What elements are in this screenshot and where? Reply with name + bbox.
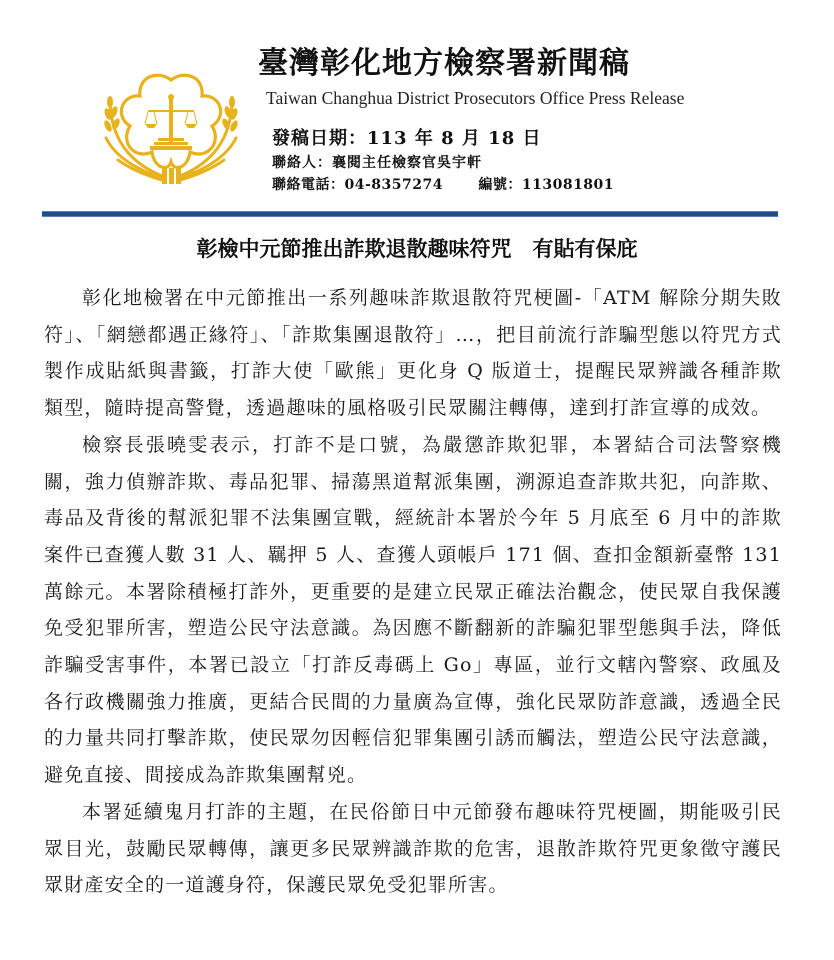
release-date-value: 113 年 8 月 18 日 (367, 128, 542, 149)
press-release-subtitle: Taiwan Changhua District Prosecutors Office Press Release (266, 88, 685, 108)
article-headline: 彰檢中元節推出詐欺退散趣味符咒 有貼有保庇 (196, 236, 638, 261)
contact-phone-row (272, 174, 614, 194)
release-number (478, 174, 614, 194)
contact-person (272, 152, 482, 172)
number-value: 113081801 (521, 177, 615, 193)
prosecutors-office-emblem-icon (98, 58, 244, 194)
number-label: 編號： (478, 177, 522, 193)
phone-value: 04-8357274 (344, 177, 443, 193)
article-paragraph: 本署延續鬼月打詐的主題，在民俗節日中元節發布趣味符咒梗圖，期能吸引民眾目光，鼓勵民眾轉傳，讓更多民眾辨識詐欺的危害，退散詐欺符咒更象徵守護民眾財產安全的一道護身符，保護民眾免受犯罪所害。 (44, 800, 782, 897)
contact-value: 襄閱主任檢察官吳宇軒 (332, 155, 482, 171)
contact-label: 聯絡人： (272, 155, 332, 171)
article-body (44, 280, 782, 904)
release-date-label: 發稿日期： (272, 128, 367, 149)
phone-label: 聯絡電話： (272, 177, 345, 193)
article-paragraph: 彰化地檢署在中元節推出一系列趣味詐欺退散符咒梗圖-「ATM 解除分期失敗符」、「網戀都遇正緣符」、「詐欺集團退散符」…，把目前流行詐騙型態以符咒方式製作成貼紙與書籤，打詐大使「歐熊」更化身 Q 版道士，提醒民眾辨識各種詐欺類型，隨時提高警覺，透過趣味的風格吸引民眾關注轉傳，達到打詐宣導的成效。 (44, 287, 782, 420)
header-divider (42, 211, 778, 217)
release-date (272, 124, 541, 150)
press-release-title: 臺灣彰化地方檢察署新聞稿 (258, 46, 630, 81)
article-paragraph: 檢察長張曉雯表示，打詐不是口號，為嚴懲詐欺犯罪，本署結合司法警察機關，強力偵辦詐欺、毒品犯罪、掃蕩黑道幫派集團，溯源追查詐欺共犯，向詐欺、毒品及背後的幫派犯罪不法集團宣戰，經統計本署於今年 5 月底至 6 月中的詐欺案件已查獲人數 31 人、羈押 5 人、查獲人頭帳戶 171 個、查扣金額新臺幣 131 萬餘元。本署除積極打詐外，更重要的是建立民眾正確法治觀念，使民眾自我保護免受犯罪所害，塑造公民守法意識。為因應不斷翻新的詐騙犯罪型態與手法，降低詐騙受害事件，本署已設立「打詐反毒碼上 Go」專區，並行文轄內警察、政風及各行政機關強力推廣，更結合民間的力量廣為宣傳，強化民眾防詐意識，透過全民的力量共同打擊詐欺，使民眾勿因輕信犯罪集團引誘而觸法，塑造公民守法意識，避免直接、間接成為詐欺集團幫兇。 (44, 433, 782, 787)
